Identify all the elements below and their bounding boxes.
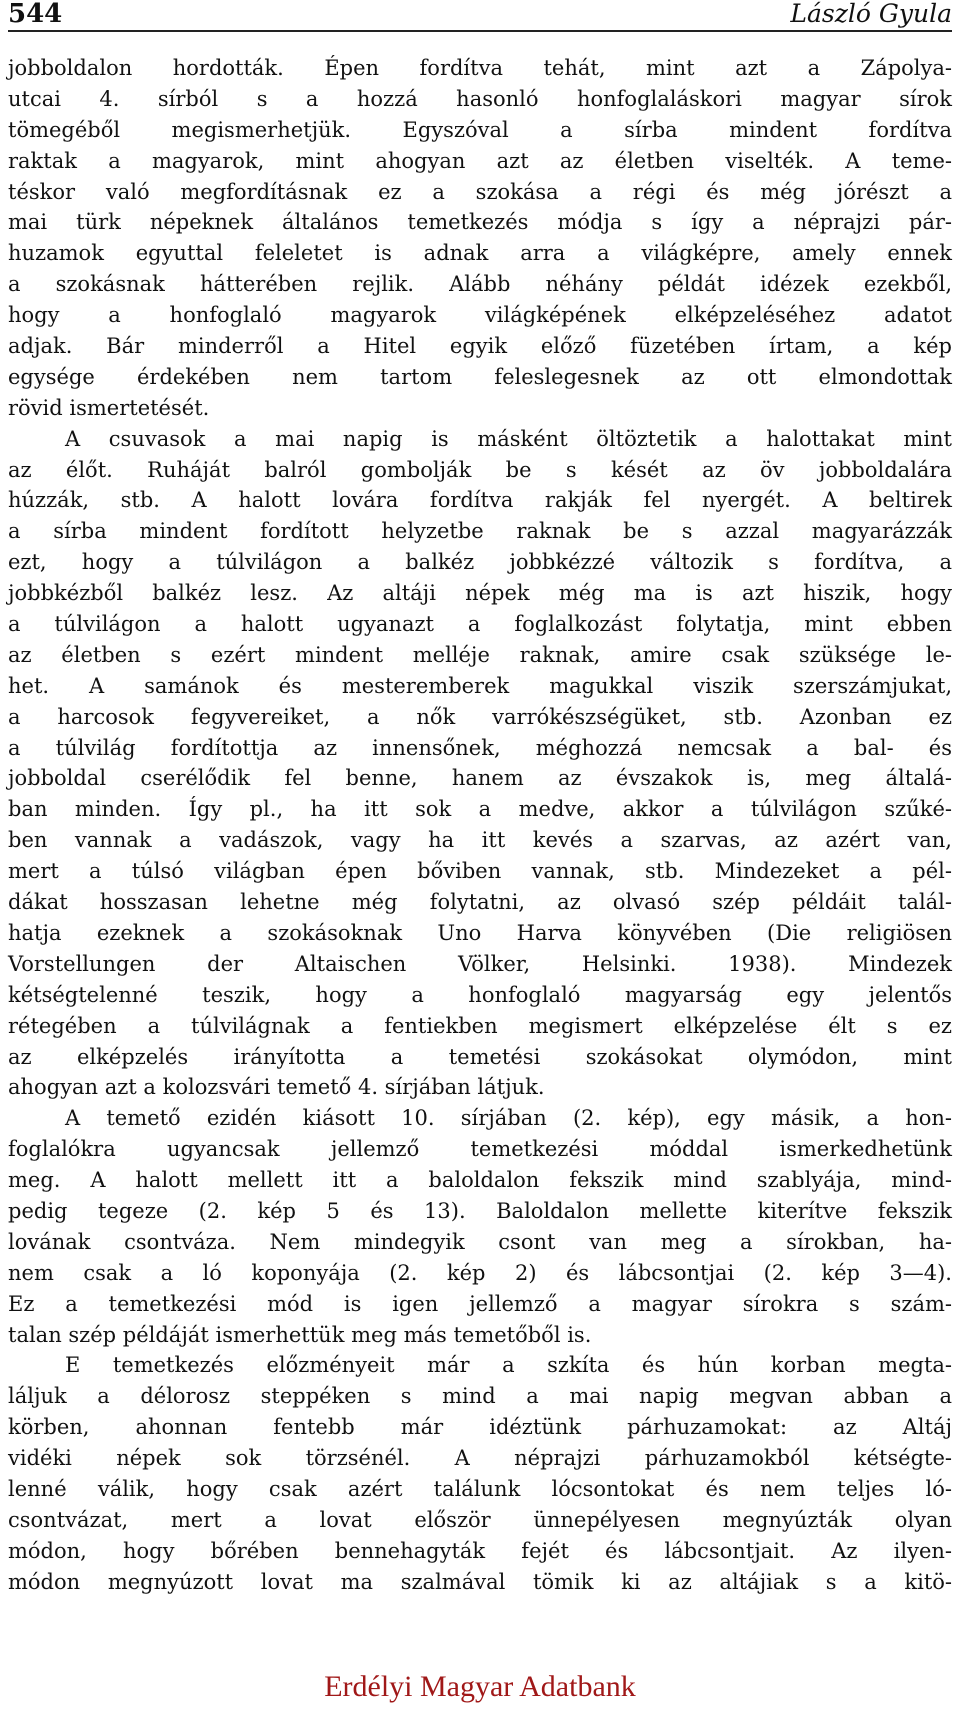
text-line: het. A samánok és mesteremberek magukkal viszik szerszámjukat, — [8, 673, 952, 698]
text-line: lenné válik, hogy csak azért találunk lócsontokat és nem teljes ló- — [8, 1476, 952, 1501]
text-line: raktak a magyarok, mint ahogyan azt az életben viselték. A teme- — [8, 148, 952, 173]
text-line: E temetkezés előzményeit már a szkíta és hún korban megta- — [65, 1353, 952, 1378]
text-line: vidéki népek sok törzsénél. A néprajzi párhuzamokból kétségte- — [8, 1446, 952, 1471]
text-line: a szokásnak hátterében rejlik. Alább néhány példát idézek ezekből, — [8, 272, 952, 297]
text-line: mert a túlsó világban épen bőviben vannak, stb. Mindezeket a pél- — [8, 859, 952, 884]
text-line: rövid ismertetését. — [8, 395, 210, 420]
text-line: dákat hosszasan lehetne még folytatni, az olvasó szép példáit talál- — [8, 890, 952, 915]
text-line: hatja ezeknek a szokásoknak Uno Harva könyvében (Die religiösen — [8, 920, 952, 945]
text-line: Vorstellungen der Altaischen Völker, Helsinki. 1938). Mindezek — [8, 951, 952, 976]
text-line: Ez a temetkezési mód is igen jellemző a magyar sírokra s szám- — [8, 1291, 952, 1316]
footer-watermark: Erdélyi Magyar Adatbank — [324, 1670, 636, 1703]
text-line: egysége érdekében nem tartom feleslegesnek az ott elmondottak — [8, 364, 952, 389]
text-line: pedig tegeze (2. kép 5 és 13). Baloldalon mellette kiterítve fekszik — [8, 1198, 952, 1223]
running-head: László Gyula — [790, 0, 952, 28]
text-line: ben vannak a vadászok, vagy ha itt kevés a szarvas, az azért van, — [8, 828, 952, 853]
text-line: A csuvasok a mai napig is másként öltöztetik a halottakat mint — [65, 426, 952, 451]
text-line: téskor való megfordításnak ez a szokása a régi és még jórészt a — [8, 179, 952, 204]
text-line: lovának csontváza. Nem mindegyik csont van meg a sírokban, ha- — [8, 1229, 952, 1254]
text-line: jobbkézből balkéz lesz. Az altáji népek még ma is azt hiszik, hogy — [8, 581, 952, 606]
text-line: csontvázat, mert a lovat először ünnepélyesen megnyúzták olyan — [8, 1507, 952, 1532]
text-line: a harcosok fegyvereiket, a nők varrókészségüket, stb. Azonban ez — [8, 704, 952, 729]
page-header — [8, 0, 952, 32]
text-line: az elképzelés irányította a temetési szokásokat olymódon, mint — [8, 1044, 952, 1069]
text-line: foglalókra ugyancsak jellemző temetkezési móddal ismerkedhetünk — [8, 1137, 952, 1162]
page-number: 544 — [8, 0, 63, 29]
text-line: húzzák, stb. A halott lovára fordítva rakják fel nyergét. A beltirek — [8, 488, 952, 513]
text-line: meg. A halott mellett itt a baloldalon fekszik mind szablyája, mind- — [8, 1168, 952, 1193]
text-line: a sírba mindent fordított helyzetbe raknak be s azzal magyarázzák — [8, 519, 952, 544]
text-line: az élőt. Ruháját balról gombolják be s kését az öv jobboldalára — [8, 457, 952, 482]
text-line: rétegében a túlvilágnak a fentiekben megismert elképzelése élt s ez — [8, 1013, 952, 1038]
text-line: a túlvilágon a halott ugyanazt a foglalkozást folytatja, mint ebben — [8, 612, 952, 637]
text-line: ahogyan azt a kolozsvári temető 4. sírjában látjuk. — [8, 1075, 545, 1100]
text-line: kétségtelenné teszik, hogy a honfoglaló magyarság egy jelentős — [8, 982, 952, 1007]
text-line: adjak. Bár minderről a Hitel egyik előző füzetében írtam, a kép — [8, 334, 952, 359]
text-line: ban minden. Így pl., ha itt sok a medve, akkor a túlvilágon szűké- — [8, 797, 952, 822]
text-line: nem csak a ló koponyája (2. kép 2) és lábcsontjai (2. kép 3—4). — [8, 1260, 952, 1285]
text-line: jobboldal cserélődik fel benne, hanem az évszakok is, meg általá- — [8, 766, 952, 791]
text-line: módon, hogy bőrében bennehagyták fejét és lábcsontjait. Az ilyen- — [8, 1538, 952, 1563]
text-line: mai türk népeknek általános temetkezés módja s így a néprajzi pár- — [8, 210, 952, 235]
text-line: módon megnyúzott lovat ma szalmával tömik ki az altájiak s a kitö- — [8, 1569, 952, 1594]
text-line: A temető ezidén kiásott 10. sírjában (2. kép), egy másik, a hon- — [65, 1106, 952, 1131]
text-line: a túlvilág fordítottja az innensőnek, méghozzá nemcsak a bal- és — [8, 735, 952, 760]
text-line: utcai 4. sírból s a hozzá hasonló honfoglaláskori magyar sírok — [8, 86, 952, 111]
text-line: az életben s ezért mindent melléje raknak, amire csak szüksége le- — [8, 642, 952, 667]
text-line: huzamok egyuttal feleletet is adnak arra a világképre, amely ennek — [8, 241, 952, 266]
text-line: talan szép példáját ismerhettük meg más temetőből is. — [8, 1322, 592, 1347]
body-text — [8, 53, 952, 1598]
text-line: láljuk a délorosz steppéken s mind a mai napig megvan abban a — [8, 1384, 952, 1409]
text-line: körben, ahonnan fentebb már idéztünk párhuzamokat: az Altáj — [8, 1415, 952, 1440]
text-line: jobboldalon hordották. Épen fordítva tehát, mint azt a Zápolya- — [8, 56, 952, 80]
text-line: tömegéből megismerhetjük. Egyszóval a sírba mindent fordítva — [8, 117, 952, 142]
text-line: hogy a honfoglaló magyarok világképének elképzeléséhez adatot — [8, 303, 952, 328]
text-line: ezt, hogy a túlvilágon a balkéz jobbkézzé változik s fordítva, a — [8, 550, 952, 575]
